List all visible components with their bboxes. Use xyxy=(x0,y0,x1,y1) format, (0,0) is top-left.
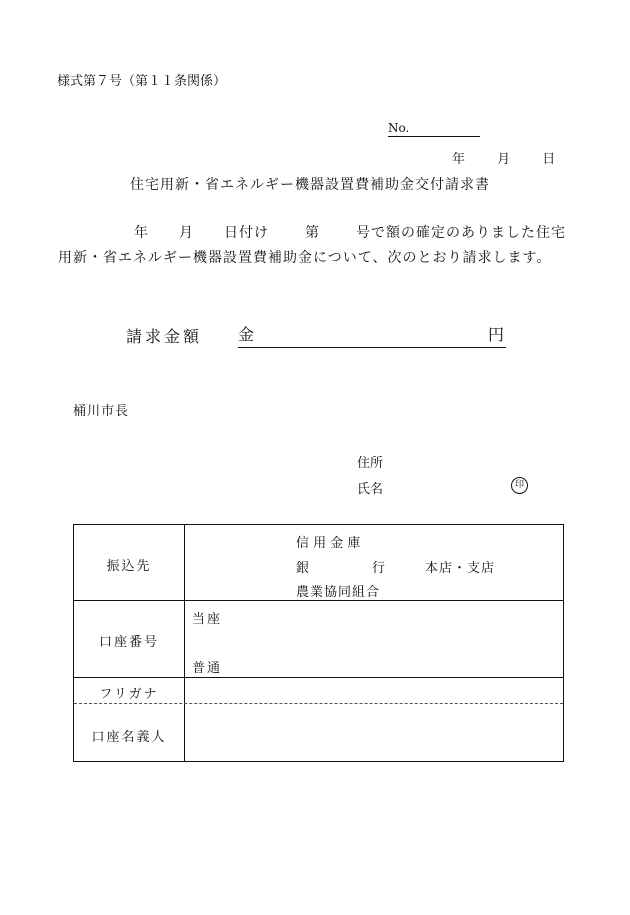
institution-bank xyxy=(296,557,385,576)
branch-type: 本店・支店 xyxy=(425,561,496,576)
table-row-transfer-destination xyxy=(74,525,563,601)
institution-shinkin: 信 用 金 庫 xyxy=(296,536,361,551)
body-dai: 第 xyxy=(305,225,320,241)
body-text-line-2: 用新・省エネルギー機器設置費補助金について、次のとおり請求します。 xyxy=(58,250,552,266)
body-rest: 号で額の確定のありました住宅 xyxy=(356,225,566,241)
account-type-ordinary: 普通 xyxy=(192,661,223,676)
address-label: 住所 xyxy=(357,456,384,471)
date-line: 年 月 日 xyxy=(452,152,556,167)
body-month: 月 xyxy=(179,225,194,241)
bank-char-1: 銀 xyxy=(296,561,310,576)
name-label: 氏名 xyxy=(357,482,384,497)
transfer-destination-label: 振込先 xyxy=(106,559,152,574)
furigana-label: フリガナ xyxy=(99,687,159,702)
table-row-account-number xyxy=(74,601,563,678)
form-number: 様式第７号（第１１条関係） xyxy=(57,74,227,89)
body-text-line-1 xyxy=(134,222,566,242)
claim-amount-label: 請求金額 xyxy=(126,327,203,346)
seal-icon: 印 xyxy=(511,477,528,494)
claim-suffix: 円 xyxy=(487,325,504,344)
body-day: 日付け xyxy=(224,225,269,241)
claim-prefix: 金 xyxy=(238,325,255,344)
claim-amount-field xyxy=(238,322,506,348)
document-title: 住宅用新・省エネルギー機器設置費補助金交付請求書 xyxy=(130,177,490,193)
account-number-label: 口座番号 xyxy=(98,635,159,650)
table-row-account-holder xyxy=(74,704,563,761)
body-year: 年 xyxy=(134,225,149,241)
bank-char-2: 行 xyxy=(372,561,386,576)
bank-transfer-table xyxy=(73,524,564,762)
table-row-furigana xyxy=(74,678,563,704)
institution-agricultural-coop: 農業協同組合 xyxy=(296,585,381,600)
addressee: 桶川市長 xyxy=(73,404,130,419)
account-holder-label: 口座名義人 xyxy=(91,730,167,745)
document-number-field: No. xyxy=(388,121,480,137)
account-type-current: 当座 xyxy=(192,612,223,627)
